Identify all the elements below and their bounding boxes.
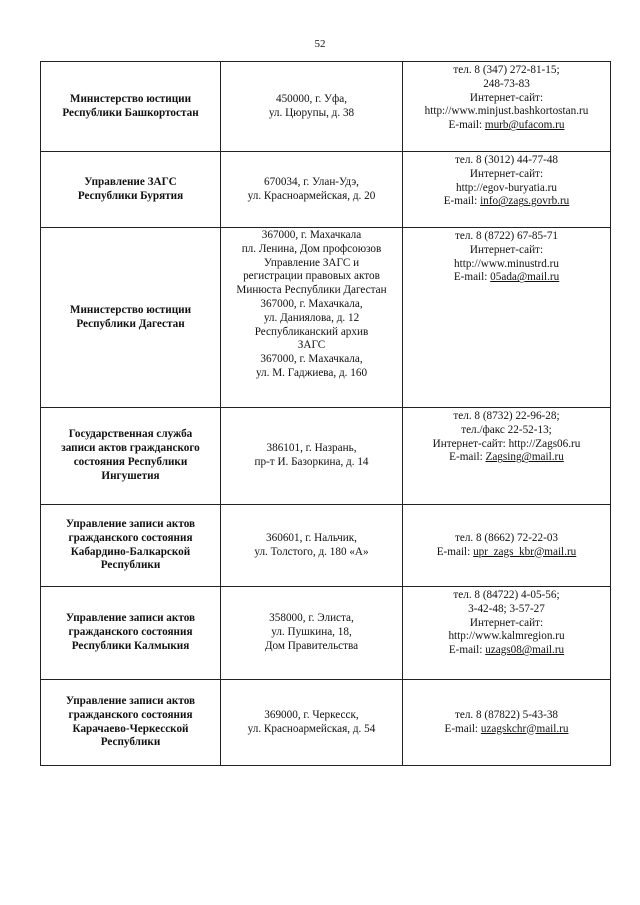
contact-line: http://www.minustrd.ru: [454, 257, 559, 270]
organization-name: [41, 587, 221, 680]
address-line: 450000, г. Уфа,: [275, 92, 347, 105]
organization-name: [41, 228, 221, 408]
email-line: [405, 271, 608, 285]
table-row: [41, 680, 611, 766]
email-line: [405, 644, 608, 658]
organization-name-line: Кабардино-Балкарской: [70, 545, 191, 558]
address-line: ул. Красноармейская, д. 20: [247, 189, 376, 202]
contact-info: [403, 587, 611, 680]
email-link[interactable]: 05ada@mail.ru: [490, 271, 560, 284]
table-row: [41, 505, 611, 587]
organization-name-line: Управление ЗАГС: [84, 175, 177, 188]
postal-address: [221, 62, 403, 152]
organization-name-line: гражданского состояния: [68, 531, 193, 544]
postal-address: [221, 587, 403, 680]
email-label: E-mail:: [453, 271, 491, 284]
organization-name-line: Ингушетия: [101, 469, 160, 482]
contact-info: [403, 152, 611, 228]
contact-line: http://www.kalmregion.ru: [448, 630, 565, 643]
organization-name-line: Республики Калмыкия: [71, 639, 190, 652]
table-row: [41, 408, 611, 505]
organization-name-line: состояния Республики: [73, 456, 188, 468]
organization-name-line: Республики Дагестан: [76, 317, 185, 330]
address-line: 358000, г. Элиста,: [269, 612, 354, 625]
postal-address: [221, 228, 403, 408]
email-label: E-mail:: [444, 722, 481, 735]
contact-line: тел. 8 (3012) 44-77-48: [454, 154, 559, 166]
address-line: пл. Ленина, Дом профсоюзов: [241, 242, 382, 255]
address-line: 386101, г. Назрань,: [266, 442, 357, 455]
contact-info: [403, 62, 611, 152]
contact-line: 248-73-83: [483, 77, 530, 90]
contact-info: [403, 680, 611, 766]
contact-line: тел. 8 (8662) 72-22-03: [454, 531, 559, 544]
address-line: 670034, г. Улан-Удэ,: [264, 175, 359, 188]
contact-line: Интернет-сайт: http://Zags06.ru: [432, 437, 581, 450]
table-row: [41, 228, 611, 408]
organization-name-line: Управление записи актов: [65, 612, 196, 625]
organization-name: [41, 408, 221, 505]
email-label: E-mail:: [449, 451, 486, 464]
address-line: ул. Красноармейская, д. 54: [247, 722, 376, 735]
email-link[interactable]: uzagskchr@mail.ru: [480, 722, 569, 735]
contact-line: http://www.minjust.bashkortostan.ru: [424, 105, 589, 118]
address-line: пр-т И. Базоркина, д. 14: [254, 456, 369, 468]
contact-line: тел. 8 (84722) 4-05-56;: [453, 589, 560, 601]
address-line: ул. Цюрупы, д. 38: [268, 106, 355, 119]
email-link[interactable]: uzags08@mail.ru: [485, 644, 565, 657]
postal-address: [221, 680, 403, 766]
email-link[interactable]: info@zags.govrb.ru: [480, 195, 570, 208]
contact-info: [403, 505, 611, 587]
table-row: [41, 62, 611, 152]
contact-line: тел. 8 (87822) 5-43-38: [454, 708, 559, 721]
postal-address: [221, 152, 403, 228]
address-line: 367000, г. Махачкала: [261, 229, 362, 241]
table-row: [41, 152, 611, 228]
organization-name-line: Министерство юстиции: [69, 92, 192, 105]
postal-address: [221, 408, 403, 505]
organization-name: [41, 152, 221, 228]
contact-info: [403, 228, 611, 408]
address-line: ул. М. Гаджиева, д. 160: [255, 366, 368, 379]
email-label: E-mail:: [436, 545, 474, 558]
address-line: 367000, г. Махачкала,: [260, 297, 363, 310]
page-number: 52: [314, 38, 326, 50]
address-line: 360601, г. Нальчик,: [266, 531, 357, 544]
contact-info: [403, 408, 611, 505]
organization-name-line: Управление записи актов: [65, 694, 196, 707]
contact-line: тел. 8 (8732) 22-96-28;: [453, 410, 560, 422]
organization-name-line: Республики: [100, 736, 161, 749]
organization-name-line: гражданского состояния: [68, 708, 193, 721]
email-link[interactable]: murb@ufacom.ru: [484, 119, 565, 132]
email-line: [405, 546, 608, 560]
organization-name-line: Республики: [100, 559, 161, 572]
address-line: 367000, г. Махачкала,: [260, 353, 363, 366]
contact-line: http://egov-buryatia.ru: [456, 181, 557, 194]
email-label: E-mail:: [443, 195, 481, 208]
organization-name-line: записи актов гражданского: [61, 442, 200, 455]
contact-line: 3-42-48; 3-57-27: [468, 602, 545, 615]
address-line: 369000, г. Черкесск,: [264, 708, 359, 721]
organization-name: [41, 62, 221, 152]
organization-name-line: Республики Бурятия: [77, 189, 184, 202]
email-line: [405, 451, 608, 465]
address-line: Минюста Республики Дагестан: [236, 284, 387, 297]
organization-name-line: Карачаево-Черкесской: [72, 722, 189, 735]
organization-name: [41, 505, 221, 587]
organization-name-line: Управление записи актов: [65, 517, 196, 530]
contact-line: тел. 8 (347) 272-81-15;: [453, 64, 560, 76]
registry-offices-table: [40, 61, 611, 766]
address-line: регистрации правовых актов: [243, 270, 380, 283]
organization-name-line: гражданского состояния: [68, 626, 193, 639]
email-label: E-mail:: [448, 644, 486, 657]
table-row: [41, 587, 611, 680]
address-line: Управление ЗАГС и: [263, 256, 360, 269]
contact-line: Интернет-сайт:: [469, 91, 544, 104]
address-line: ЗАГС: [297, 339, 326, 352]
email-link[interactable]: upr_zags_kbr@mail.ru: [473, 545, 577, 558]
contact-line: Интернет-сайт:: [469, 167, 544, 180]
email-label: E-mail:: [448, 119, 485, 132]
address-line: ул. Пушкина, 18,: [271, 626, 352, 639]
email-link[interactable]: Zagsing@mail.ru: [485, 451, 564, 464]
address-line: ул. Толстого, д. 180 «А»: [254, 545, 369, 558]
contact-line: тел. 8 (8722) 67-85-71: [454, 230, 559, 242]
contact-line: Интернет-сайт:: [469, 243, 544, 256]
organization-name: [41, 680, 221, 766]
email-line: [405, 195, 608, 209]
organization-name-line: Республики Башкортостан: [62, 106, 199, 119]
address-line: Республиканский архив: [254, 325, 369, 338]
contact-line: Интернет-сайт:: [469, 616, 544, 629]
contact-line: тел./факс 22-52-13;: [461, 423, 552, 436]
organization-name-line: Государственная служба: [68, 428, 193, 441]
email-line: [405, 723, 608, 737]
postal-address: [221, 505, 403, 587]
address-line: ул. Даниялова, д. 12: [263, 311, 360, 324]
address-line: Дом Правительства: [264, 639, 359, 652]
organization-name-line: Министерство юстиции: [69, 303, 192, 316]
email-line: [405, 119, 608, 133]
